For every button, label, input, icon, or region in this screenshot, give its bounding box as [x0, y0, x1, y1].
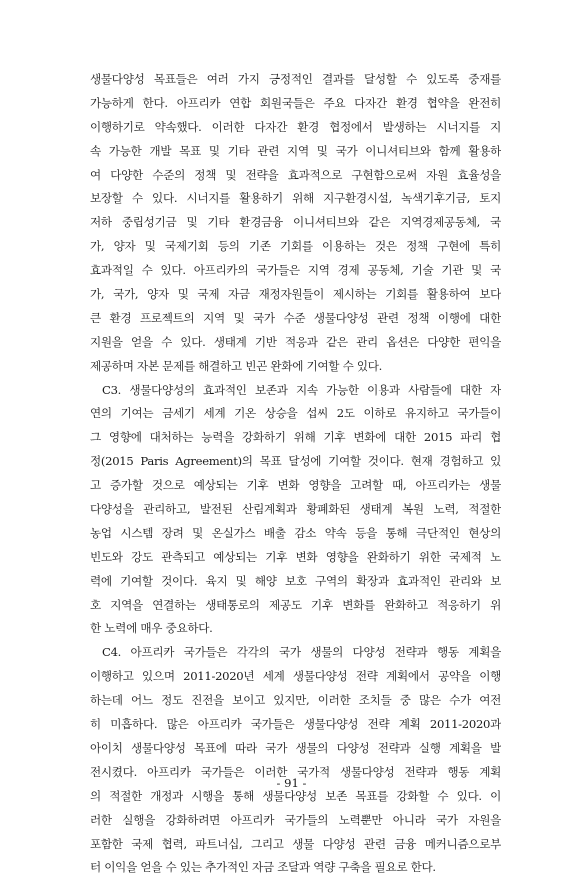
text-line: 하는데 어느 정도 진전을 보이고 있지만, 이러한 조치들 중 많은 수가 여전 [90, 693, 501, 708]
text-line: 속 가능한 개발 목표 및 기타 관련 지역 및 국가 이니셔티브와 함께 활용하 [90, 143, 501, 158]
text-line: 가능하게 한다. 아프리카 연합 회원국들은 주요 다자간 환경 협약을 완전히 [90, 95, 501, 110]
text-line: 포함한 국제 협력, 파트너십, 그리고 생물 다양성 관련 금융 메커니즘으로부 [90, 836, 501, 851]
text-line: 보장할 수 있다. 시너지를 활용하기 위해 지구환경시설, 녹색기후기금, 토지 [90, 191, 501, 206]
text-line: 농업 시스템 장려 및 온실가스 배출 감소 약속 등을 통해 극단적인 현상의 [90, 525, 501, 540]
text-line: 이행하고 있으며 2011-2020년 세계 생물다양성 전략 계획에서 공약을 이행 [90, 669, 501, 684]
text-line: 아이치 생물다양성 목표에 따라 국가 생물의 다양성 전략과 실행 계획을 발 [90, 740, 501, 755]
text-line: 제공하며 자본 문제를 해결하고 빈곤 완화에 기여할 수 있다. [90, 358, 383, 373]
body-text [90, 68, 501, 880]
page-number: - 91 - [276, 776, 307, 790]
text-line: 연의 기여는 금세기 세계 기온 상승을 섭씨 2도 이하로 유지하고 국가들이 [90, 406, 501, 421]
text-line: 저하 중립성기금 및 기타 환경금융 이니셔티브와 같은 지역경제공동체, 국 [90, 215, 501, 230]
text-line: 생물다양성 목표들은 여러 가지 긍정적인 결과를 달성할 수 있도록 중재를 [90, 72, 501, 86]
text-line: 그 영향에 대처하는 능력을 강화하기 위해 기후 변화에 대한 2015 파리 협 [90, 430, 501, 445]
text-line: 여 다양한 수준의 정책 및 전략을 효과적으로 구현함으로써 자원 효율성을 [90, 167, 501, 182]
text-line: 가, 국가, 양자 및 국제 자금 재정자원들이 제시하는 기회를 활용하여 보다 [90, 287, 501, 302]
text-line: 전시켰다. 아프리카 국가들은 이러한 국가적 생물다양성 전략과 행동 계획 [90, 764, 501, 779]
text-line: 러한 실행을 강화하려면 아프리카 국가들의 노력뿐만 아니라 국가 자원을 [90, 812, 501, 827]
text-line: 빈도와 강도 관측되고 예상되는 기후 변화 영향을 완화하기 위한 국제적 노 [90, 549, 501, 564]
paragraph-c3-first-line: C3. 생물다양성의 효과적인 보존과 지속 가능한 이용과 사람들에 대한 자 [102, 382, 501, 397]
text-line: 고 증가할 것으로 예상되는 기후 변화 영향을 고려할 때, 아프리카는 생물 [90, 478, 501, 493]
text-line: 정(2015 Paris Agreement)의 목표 달성에 기여할 것이다. 현재 경험하고 있 [90, 454, 501, 469]
text-line: 다양성을 관리하고, 발전된 산림계획과 황폐화된 생태계 복원 노력, 적절한 [90, 502, 501, 517]
text-line: 효과적일 수 있다. 아프리카의 국가들은 지역 경제 공동체, 기술 기관 및 국 [90, 263, 501, 278]
text-line: 의 적절한 개정과 시행을 통해 생물다양성 보존 목표를 강화할 수 있다. 이 [90, 788, 501, 803]
text-line: 큰 환경 프로젝트의 지역 및 국가 수준 생물다양성 관련 정책 이행에 대한 [90, 310, 501, 325]
text-line: 히 미흡하다. 많은 아프리카 국가들은 생물다양성 전략 계획 2011-2020과 [90, 717, 501, 732]
text-line: 력에 기여할 것이다. 육지 및 해양 보호 구역의 확장과 효과적인 관리와 보 [90, 573, 501, 588]
text-line: 지원을 얻을 수 있다. 생태계 기반 적응과 같은 관리 옵션은 다양한 편익을 [90, 334, 501, 349]
text-line: 가, 양자 및 국제기회 등의 기존 기회를 이용하는 것은 정책 구현에 특히 [90, 239, 501, 254]
text-line: 이행하기로 약속했다. 이러한 다자간 환경 협정에서 발생하는 시너지를 지 [90, 119, 501, 134]
text-line: 호 지역을 연결하는 생태통로의 제공도 기후 변화를 완화하고 적응하기 위 [90, 597, 501, 612]
text-line: 터 이익을 얻을 수 있는 추가적인 자금 조달과 역량 구축을 필요로 한다. [90, 860, 436, 875]
text-line: 한 노력에 매우 중요하다. [90, 621, 213, 636]
paragraph-c4-first-line: C4. 아프리카 국가들은 각각의 국가 생물의 다양성 전략과 행동 계획을 [102, 645, 501, 660]
